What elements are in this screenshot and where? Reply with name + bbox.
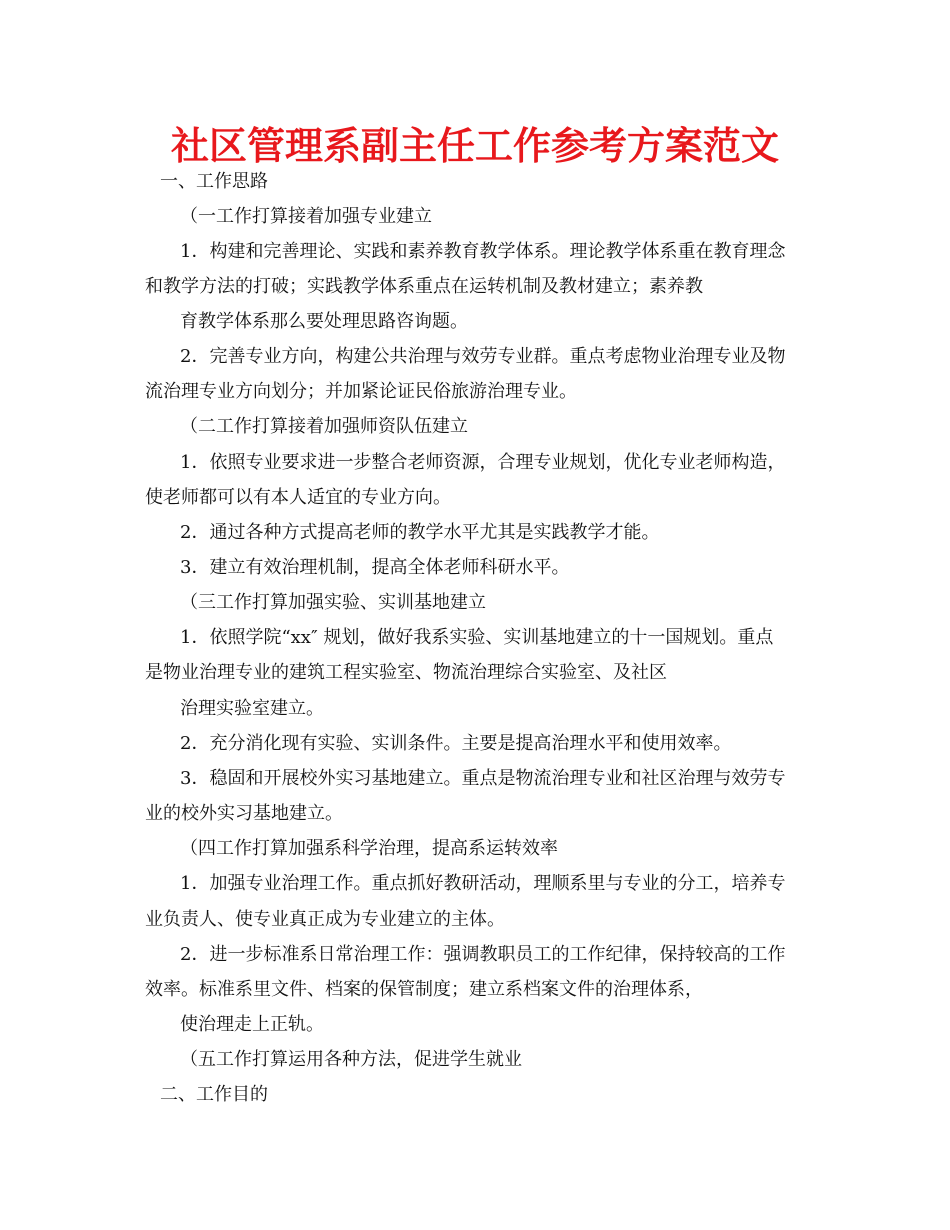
- paragraph-line: 1．构建和完善理论、实践和素养教育教学体系。理论教学体系重在教育理念: [180, 241, 786, 262]
- subsection-heading-4: （四工作打算加强系科学治理，提高系运转效率: [180, 838, 558, 859]
- paragraph-line: 使治理走上正轨。: [180, 1014, 324, 1035]
- section-heading-ideas: 一、工作思路: [160, 171, 268, 192]
- paragraph-line: 3．稳固和开展校外实习基地建立。重点是物流治理专业和社区治理与效劳专: [180, 768, 786, 789]
- subsection-heading-2: （二工作打算接着加强师资队伍建立: [180, 416, 468, 437]
- paragraph-line: 业负责人、使专业真正成为专业建立的主体。: [145, 909, 505, 930]
- paragraph-line: 和教学方法的打破；实践教学体系重点在运转机制及教材建立；素养教: [145, 276, 703, 297]
- paragraph-line: 1．依照学院“xx″ 规划，做好我系实验、实训基地建立的十一国规划。重点: [180, 627, 774, 648]
- paragraph-line: 1．加强专业治理工作。重点抓好教研活动，理顺系里与专业的分工，培养专: [180, 873, 786, 894]
- subsection-heading-5: （五工作打算运用各种方法，促进学生就业: [180, 1049, 522, 1070]
- paragraph-line: 1．依照专业要求进一步整合老师资源，合理专业规划，优化专业老师构造，: [180, 452, 786, 473]
- document-title: 社区管理系副主任工作参考方案范文: [170, 124, 779, 168]
- paragraph-line: 效率。标准系里文件、档案的保管制度；建立系档案文件的治理体系，: [145, 979, 703, 1000]
- paragraph-line: 是物业治理专业的建筑工程实验室、物流治理综合实验室、及社区: [145, 662, 667, 683]
- paragraph-line: 2．通过各种方式提高老师的教学水平尤其是实践教学才能。: [180, 522, 660, 543]
- paragraph-line: 业的校外实习基地建立。: [145, 803, 343, 824]
- subsection-heading-1: （一工作打算接着加强专业建立: [180, 206, 432, 227]
- paragraph-line: 2．充分消化现有实验、实训条件。主要是提高治理水平和使用效率。: [180, 733, 732, 754]
- paragraph-line: 育教学体系那么要处理思路咨询题。: [180, 311, 468, 332]
- paragraph-line: 治理实验室建立。: [180, 698, 324, 719]
- paragraph-line: 流治理专业方向划分；并加紧论证民俗旅游治理专业。: [145, 381, 577, 402]
- paragraph-line: 2．进一步标准系日常治理工作：强调教职员工的工作纪律，保持较高的工作: [180, 944, 786, 965]
- section-heading-goals: 二、工作目的: [160, 1084, 268, 1105]
- subsection-heading-3: （三工作打算加强实验、实训基地建立: [180, 592, 486, 613]
- paragraph-line: 2．完善专业方向，构建公共治理与效劳专业群。重点考虑物业治理专业及物: [180, 346, 786, 367]
- paragraph-line: 3．建立有效治理机制，提高全体老师科研水平。: [180, 557, 570, 578]
- paragraph-line: 使老师都可以有本人适宜的专业方向。: [145, 487, 451, 508]
